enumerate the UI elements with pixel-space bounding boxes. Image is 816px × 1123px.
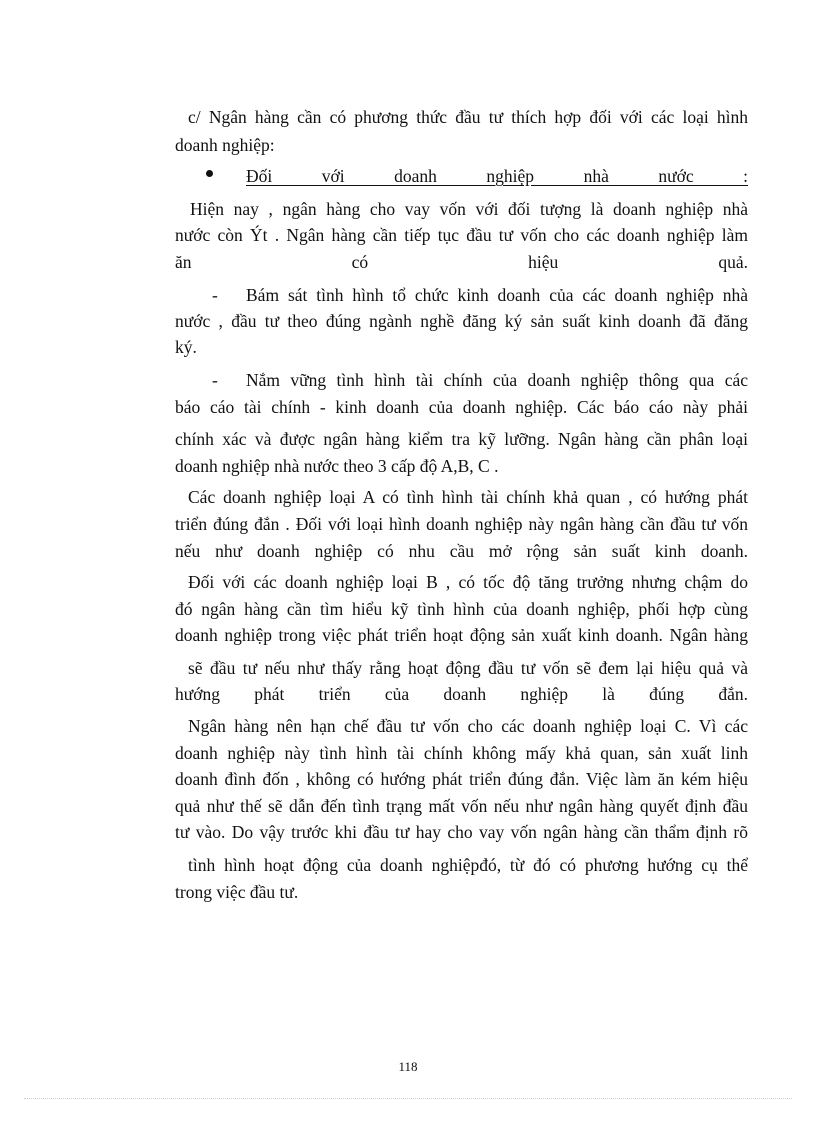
para-a-line-1: Các doanh nghiệp loại A có tình hình tài chính khả quan , có hướng phát	[188, 487, 748, 507]
dash1-line-3: ký.	[175, 337, 197, 357]
para-c-line-3: doanh đình đốn , không có hướng phát triển đúng đắn. Việc làm ăn kém hiệu	[175, 769, 748, 789]
dash1-line-2: nước , đầu tư theo đúng ngành nghề đăng ký sản suất kinh doanh đã đăng	[175, 311, 748, 331]
para1-line-1: Hiện nay , ngân hàng cho vay vốn với đối tượng là doanh nghiệp nhà	[190, 199, 748, 219]
dash2-line-4: doanh nghiệp nhà nước theo 3 cấp độ A,B, C .	[175, 456, 499, 476]
dash-marker-1: -	[212, 285, 218, 305]
dash1-line-1: Bám sát tình hình tổ chức kinh doanh của các doanh nghiệp nhà	[246, 285, 748, 305]
dash-marker-2: -	[212, 370, 218, 390]
para-b-line-2: đó ngân hàng cần tìm hiểu kỹ tình hình của doanh nghiệp, phối hợp cùng	[175, 599, 748, 619]
para-c-line-6: tình hình hoạt động của doanh nghiệpđó, từ đó có phương hướng cụ thể	[188, 855, 748, 875]
bullet-icon	[206, 170, 213, 177]
para-b-line-3: doanh nghiệp trong việc phát triển hoạt động sản xuất kinh doanh. Ngân hàng	[175, 625, 748, 645]
dash2-line-2: báo cáo tài chính - kinh doanh của doanh nghiệp. Các báo cáo này phải	[175, 397, 748, 417]
footer-dotted-rule	[24, 1098, 792, 1099]
para-c-line-7: trong việc đầu tư.	[175, 882, 299, 902]
para-c-line-4: quả như thế sẽ dẫn đến tình trạng mất vốn nếu như ngân hàng quyết định đầu	[175, 796, 748, 816]
para1-line-2: nước còn Ýt . Ngân hàng cần tiếp tục đầu tư vốn cho các doanh nghiệp làm	[175, 225, 748, 245]
para-b-line-5: hướng phát triển của doanh nghiệp là đúng đắn.	[175, 684, 748, 704]
para-c-line-2: doanh nghiệp này tình hình tài chính không mấy khả quan, sản xuất linh	[175, 743, 748, 763]
dash2-line-3: chính xác và được ngân hàng kiểm tra kỹ lưỡng. Ngân hàng cần phân loại	[175, 429, 748, 449]
para-a-line-3: nếu như doanh nghiệp có nhu cầu mở rộng sản suất kinh doanh.	[175, 541, 748, 561]
para-b-line-4: sẽ đầu tư nếu như thấy rằng hoạt động đầu tư vốn sẽ đem lại hiệu quả và	[188, 658, 748, 678]
para1-line-3: ăn có hiệu quả.	[175, 252, 748, 272]
para-c-line-1: Ngân hàng nên hạn chế đầu tư vốn cho các doanh nghiệp loại C. Vì các	[188, 716, 748, 736]
heading-line-2: doanh nghiệp:	[175, 135, 275, 155]
heading-line-1: c/ Ngân hàng cần có phương thức đầu tư thích hợp đối với các loại hình	[188, 107, 748, 127]
bullet-heading: Đối với doanh nghiệp nhà nước :	[246, 166, 748, 186]
dash2-line-1: Nắm vững tình hình tài chính của doanh nghiệp thông qua các	[246, 370, 748, 390]
para-b-line-1: Đối với các doanh nghiệp loại B , có tốc độ tăng trưởng nhưng chậm do	[188, 572, 748, 592]
page-number: 118	[398, 1059, 418, 1074]
para-c-line-5: tư vào. Do vậy trước khi đầu tư hay cho vay vốn ngân hàng cần thẩm định rõ	[175, 822, 748, 842]
para-a-line-2: triển đúng đắn . Đối với loại hình doanh nghiệp này ngân hàng cần đầu tư vốn	[175, 514, 748, 534]
